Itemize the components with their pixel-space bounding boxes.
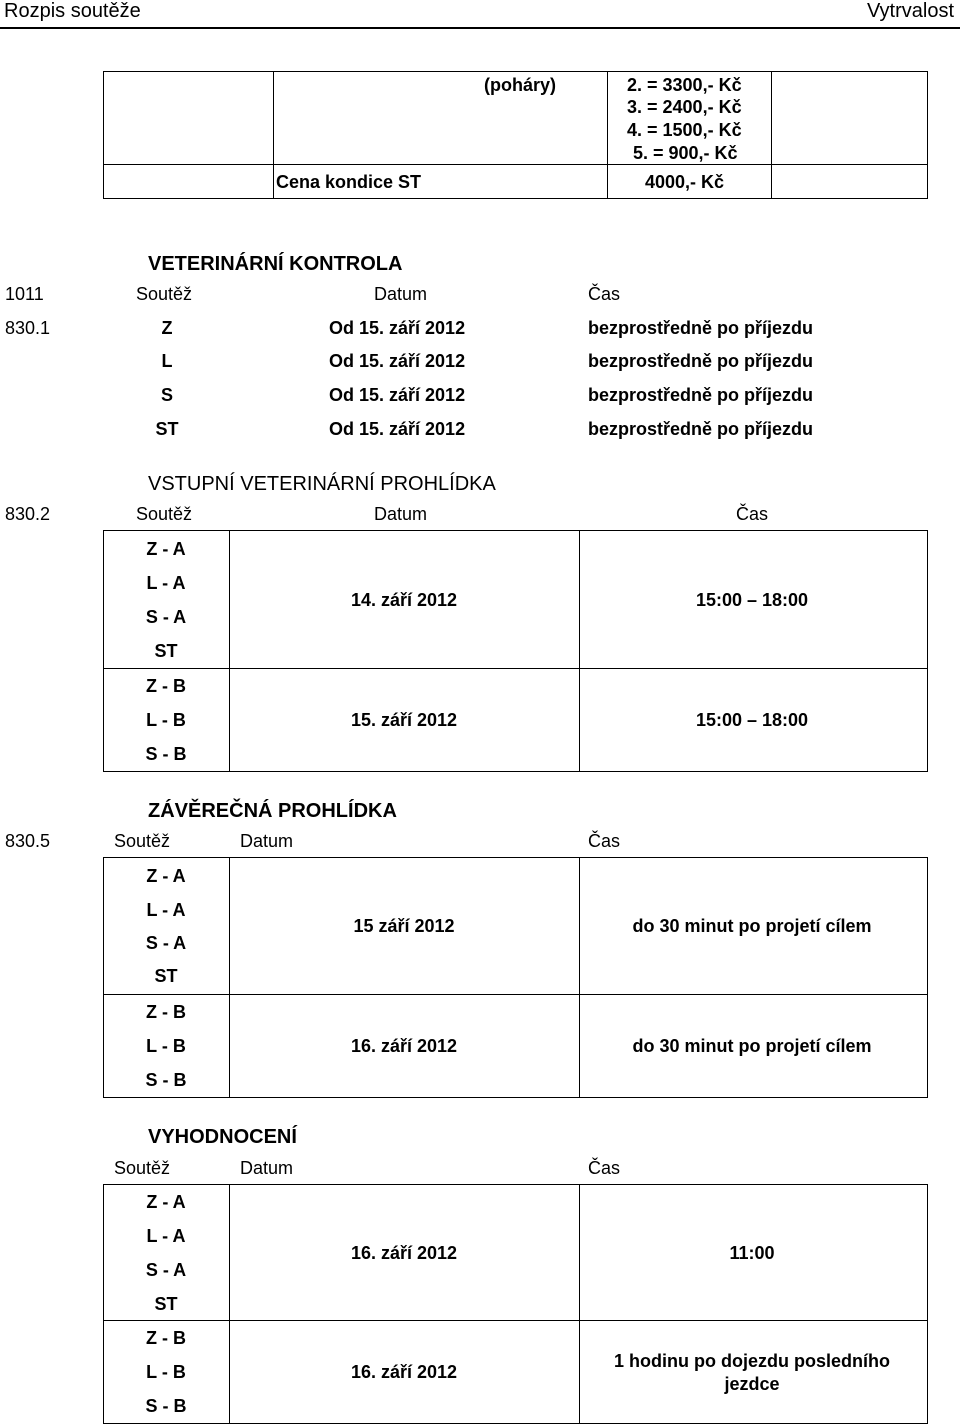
final-class: Z - A xyxy=(146,866,186,886)
prize-row: 4. = 1500,- Kč xyxy=(627,120,742,140)
evaluation-col-date: Datum xyxy=(240,1158,294,1178)
final-class: Z - B xyxy=(146,1002,186,1022)
entry-class: Z - A xyxy=(146,539,186,559)
final-date-a: 15 září 2012 xyxy=(353,916,455,936)
final-time-b: do 30 minut po projetí cílem xyxy=(632,1036,872,1056)
vet-control-date: Od 15. září 2012 xyxy=(329,419,466,439)
final-inspection-col-time: Čas xyxy=(588,831,621,851)
prize-row: 2. = 3300,- Kč xyxy=(627,75,742,95)
vet-control-time: bezprostředně po příjezdu xyxy=(588,318,814,338)
vet-control-competition: Z xyxy=(161,318,173,338)
vet-control-title: VETERINÁRNÍ KONTROLA xyxy=(148,253,403,275)
entry-class: Z - B xyxy=(146,676,186,696)
final-class: S - B xyxy=(145,1070,187,1090)
entry-class: S - A xyxy=(145,607,187,627)
final-time-a: do 30 minut po projetí cílem xyxy=(632,916,872,936)
entry-time-b: 15:00 – 18:00 xyxy=(695,710,809,730)
entry-inspection-code: 830.2 xyxy=(5,504,51,524)
entry-class: ST xyxy=(154,641,178,661)
final-inspection-col-date: Datum xyxy=(240,831,294,851)
final-class: ST xyxy=(154,966,178,986)
kondice-value: 4000,- Kč xyxy=(645,172,725,192)
evaluation-date-b: 16. září 2012 xyxy=(350,1362,458,1382)
evaluation-title: VYHODNOCENÍ xyxy=(148,1126,297,1148)
evaluation-class: S - B xyxy=(145,1396,187,1416)
evaluation-class: S - A xyxy=(145,1260,187,1280)
vet-control-competition: ST xyxy=(155,419,179,439)
entry-class: L - B xyxy=(146,710,186,730)
vet-control-competition: S xyxy=(160,385,174,405)
vet-control-date: Od 15. září 2012 xyxy=(329,351,466,371)
final-class: S - A xyxy=(145,933,187,953)
header-right: Vytrvalost xyxy=(866,0,954,22)
prize-row: 5. = 900,- Kč xyxy=(633,143,738,163)
vet-control-date: Od 15. září 2012 xyxy=(329,318,466,338)
prize-row: 3. = 2400,- Kč xyxy=(627,97,742,117)
final-inspection-code: 830.5 xyxy=(5,831,51,851)
vet-control-col-time: Čas xyxy=(588,284,621,304)
evaluation-time-b-line2: jezdce xyxy=(724,1374,780,1394)
entry-time-a: 15:00 – 18:00 xyxy=(695,590,809,610)
vet-control-competition: L xyxy=(161,351,173,371)
evaluation-col-time: Čas xyxy=(588,1158,621,1178)
entry-date-a: 14. září 2012 xyxy=(350,590,458,610)
final-inspection-title: ZÁVĚREČNÁ PROHLÍDKA xyxy=(148,800,397,822)
entry-inspection-col-date: Datum xyxy=(374,504,428,524)
evaluation-class: Z - A xyxy=(146,1192,186,1212)
vet-control-code: 1011 xyxy=(5,284,44,304)
entry-inspection-col-competition: Soutěž xyxy=(136,504,193,524)
final-date-b: 16. září 2012 xyxy=(350,1036,458,1056)
final-class: L - B xyxy=(146,1036,186,1056)
vet-control-date: Od 15. září 2012 xyxy=(329,385,466,405)
vet-control-col-competition: Soutěž xyxy=(136,284,193,304)
header-rule xyxy=(0,27,960,29)
evaluation-date-a: 16. září 2012 xyxy=(350,1243,458,1263)
final-inspection-col-competition: Soutěž xyxy=(114,831,171,851)
final-class: L - A xyxy=(146,900,186,920)
vet-control-time: bezprostředně po příjezdu xyxy=(588,351,814,371)
entry-date-b: 15. září 2012 xyxy=(350,710,458,730)
evaluation-time-b-line1: 1 hodinu po dojezdu posledního xyxy=(614,1351,890,1371)
evaluation-class: L - B xyxy=(146,1362,186,1382)
evaluation-time-a: 11:00 xyxy=(729,1243,775,1263)
evaluation-col-competition: Soutěž xyxy=(114,1158,171,1178)
entry-inspection-title: VSTUPNÍ VETERINÁRNÍ PROHLÍDKA xyxy=(148,473,496,495)
prize-label: (poháry) xyxy=(484,75,556,95)
vet-control-time: bezprostředně po příjezdu xyxy=(588,385,814,405)
entry-class: S - B xyxy=(145,744,187,764)
entry-class: L - A xyxy=(146,573,186,593)
evaluation-class: Z - B xyxy=(146,1328,186,1348)
vet-control-col-date: Datum xyxy=(374,284,428,304)
evaluation-class: ST xyxy=(154,1294,178,1314)
kondice-label: Cena kondice ST xyxy=(276,172,422,192)
entry-inspection-col-time: Čas xyxy=(736,504,769,524)
evaluation-class: L - A xyxy=(146,1226,186,1246)
header-left: Rozpis soutěže xyxy=(4,0,141,22)
vet-control-row-code: 830.1 xyxy=(5,318,51,338)
vet-control-time: bezprostředně po příjezdu xyxy=(588,419,814,439)
